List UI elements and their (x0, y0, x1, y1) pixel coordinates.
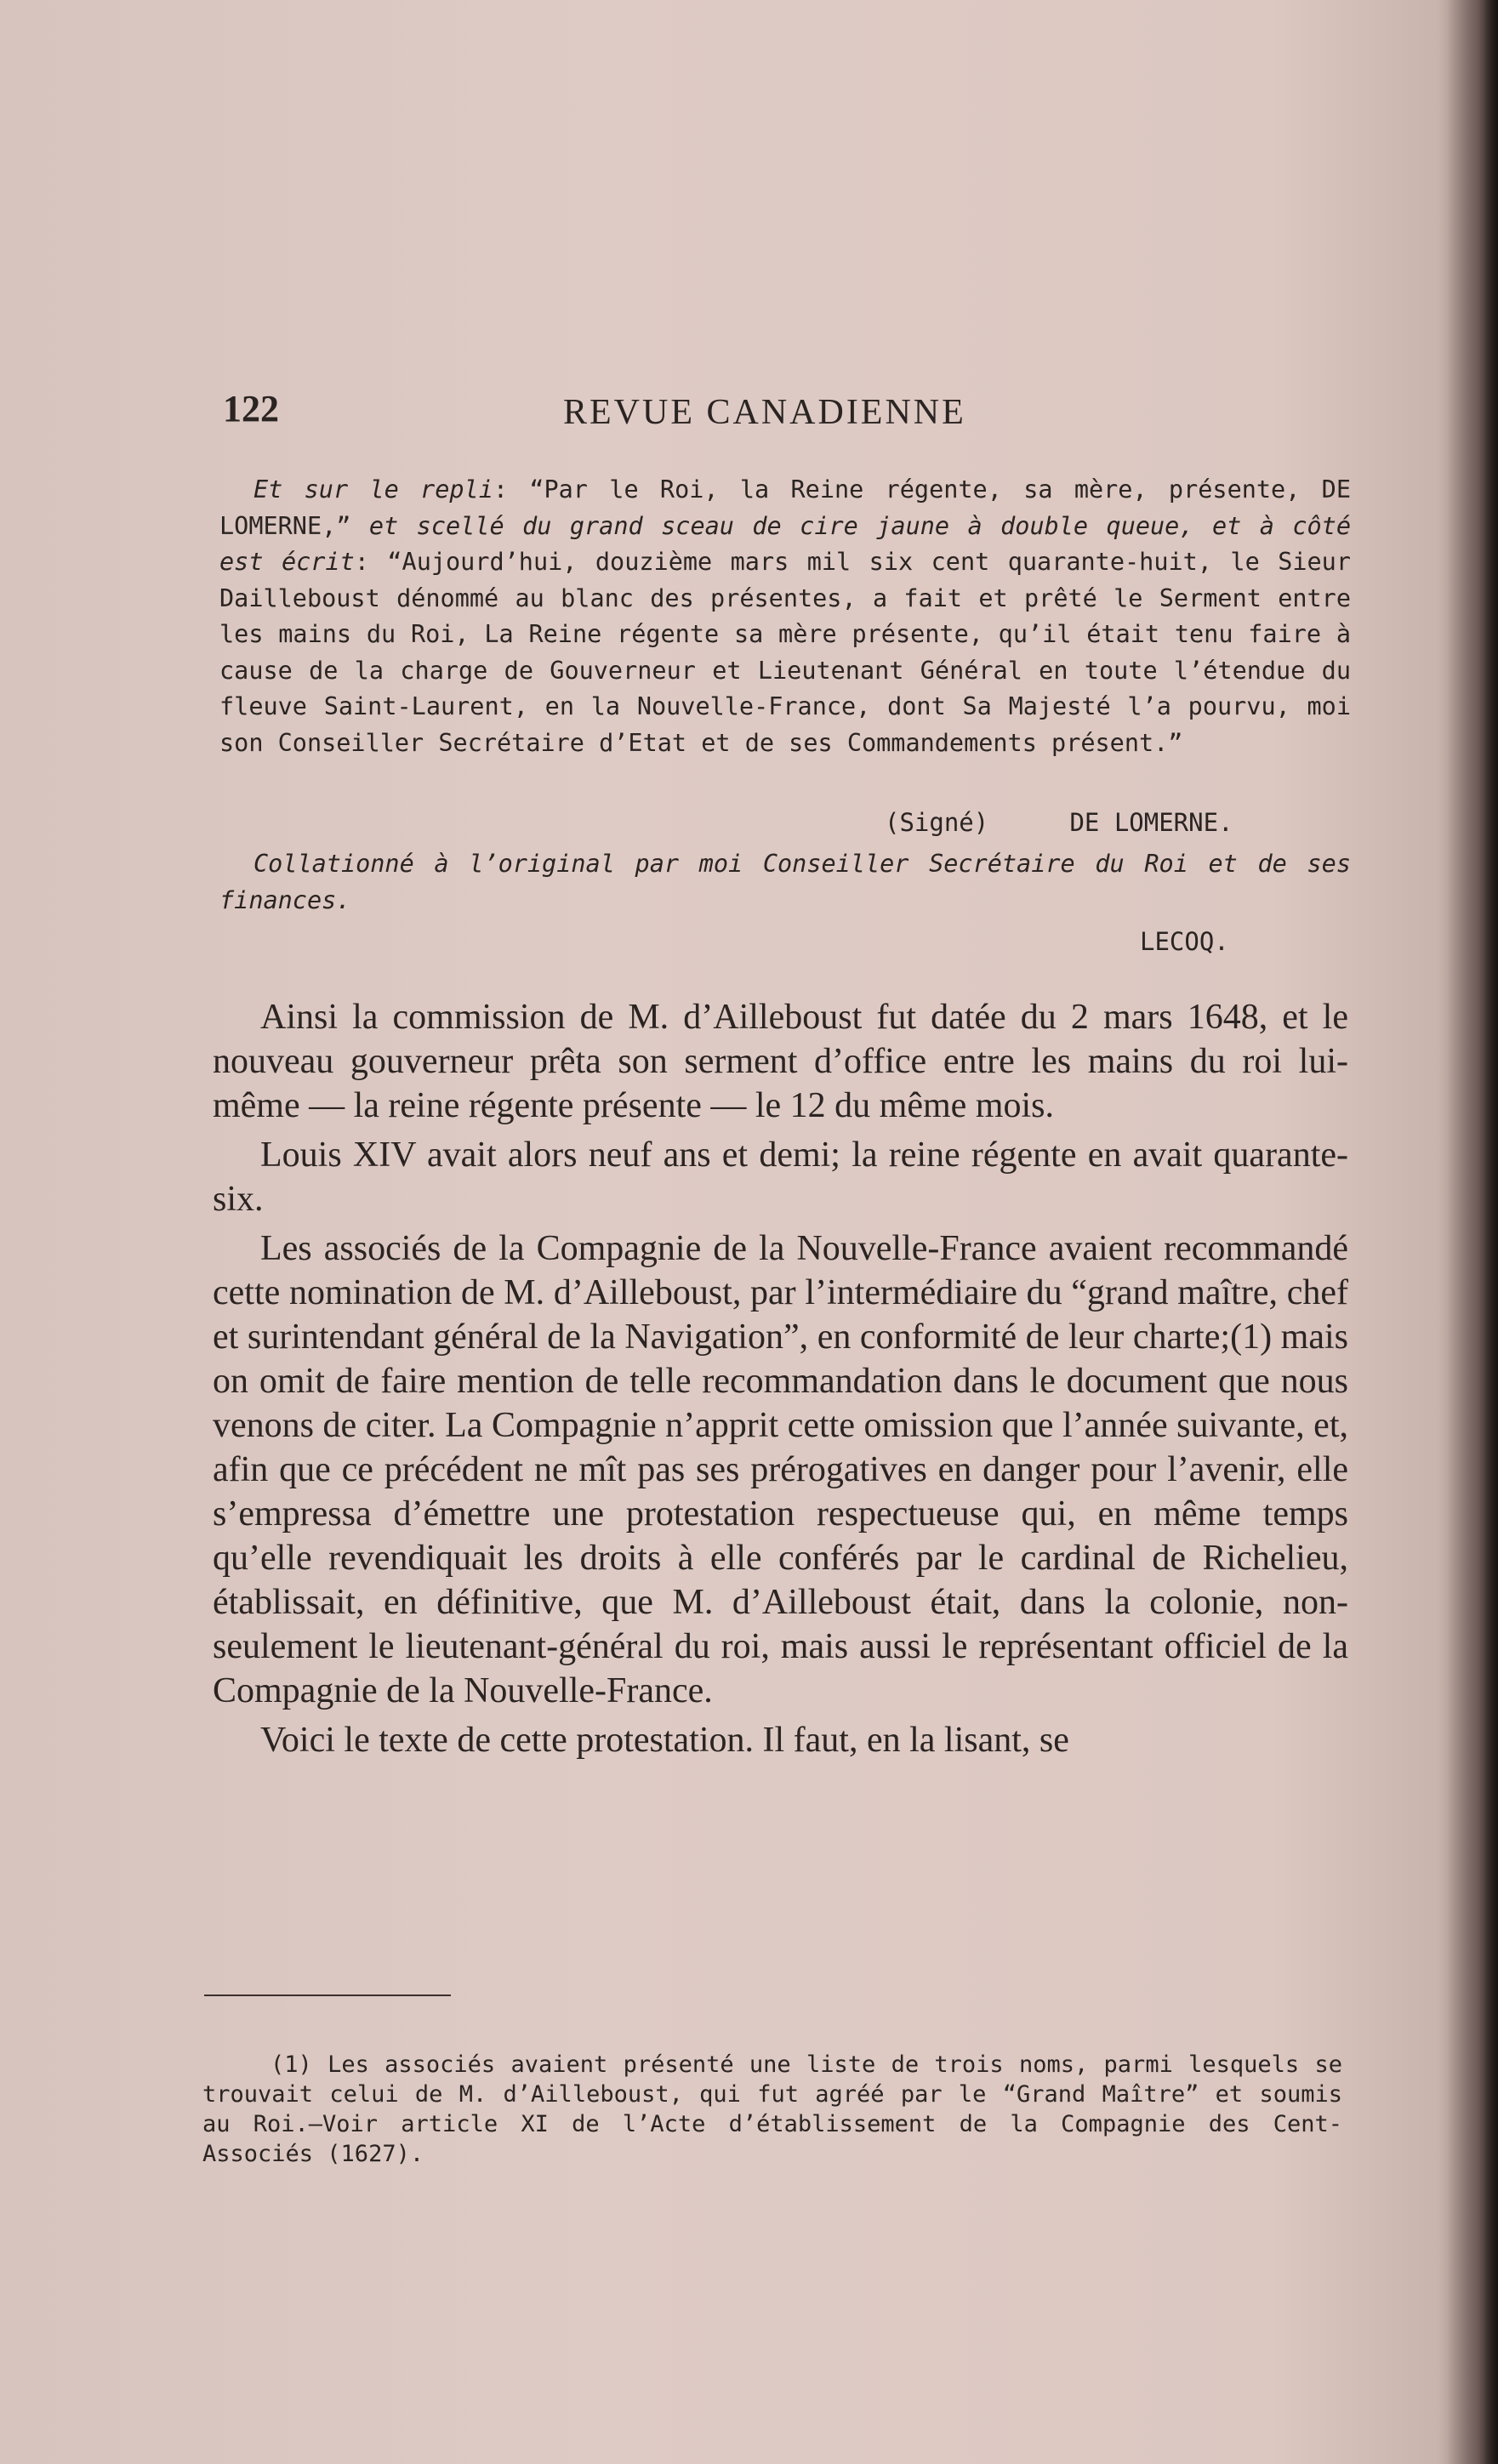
footnote (202, 2050, 1342, 2169)
repli-paragraph (219, 472, 1351, 761)
paragraph-4: Voici le texte de cette protestation. Il faut, en la lisant, se (260, 1721, 1069, 1760)
footnote-divider (204, 1995, 451, 1996)
oath-text: : “Aujourd’hui, douzième mars mil six cent quarante-huit, le Sieur Dailleboust dénommé au blanc des présentes, a fait et prêté le Serment entre les mains du Roi, La Reine régente sa mère présente, qu’il était tenu faire à cause de la charge de Gouverneur et Lieutenant Général en toute l’étendue du fleuve Saint-Laurent, en la Nouvelle-France, dont Sa Majesté l’a pourvu, moi son Conseiller Secrétaire d’Etat et de ses Commandements présent.” (219, 548, 1351, 757)
paragraph-3-part-a: Les associés de la Compagnie de la Nouvelle-France avaient recommandé cette nomination de M. d’Ailleboust, par l’intermédiaire du “grand maître, chef et surintendant général de la Navigation”, en conformité de leur charte; (213, 1229, 1348, 1357)
signature-line (885, 808, 1336, 837)
signed-name: DE LOMERNE. (1069, 808, 1233, 837)
collation-note: Collationné à l’original par moi Conseiller Secrétaire du Roi et de ses finances. (219, 850, 1351, 914)
running-title: REVUE CANADIENNE (563, 393, 966, 432)
body-text (213, 995, 1348, 1767)
paragraph-1: Ainsi la commission de M. d’Ailleboust fut datée du 2 mars 1648, et le nouveau gouverneur prêta son serment d’office entre les mains du roi lui-même — la reine régente présente — le 12 du même mois. (213, 998, 1348, 1125)
footnote-text: (1) Les associés avaient présenté une liste de trois noms, parmi lesquels se trouvait celui de M. d’Ailleboust, qui fut agréé par le “Grand Maître” et soumis au Roi.—Voir article XI de l’Acte d’établissement de la Compagnie des Cent-Associés (1627). (202, 2051, 1342, 2167)
footnote-reference[interactable]: (1) (1230, 1317, 1273, 1357)
signed-label: (Signé) (885, 808, 989, 837)
page-edge-shadow (1447, 0, 1498, 2464)
paragraph-3 (213, 1226, 1348, 1713)
page-number: 122 (223, 388, 279, 430)
sealed-lead: et scellé du grand sceau de cire jaune à double queue, et à côté est écrit (219, 511, 1351, 576)
repli-lead: Et sur le repli (253, 475, 493, 504)
lecoq-signature: LECOQ. (1140, 927, 1229, 956)
paragraph-2: Louis XIV avait alors neuf ans et demi; la reine régente en avait quarante-six. (213, 1135, 1348, 1219)
paragraph-3-part-b: mais on omit de faire mention de telle recommandation dans le document que nous venons de citer. La Compagnie n’apprit cette omission que l’année suivante, et, afin que ce précédent ne mît pas ses prérogatives en danger pour l’avenir, elle s’empressa d’émettre une protestation respectueuse qui, en même temps qu’elle revendiquait les droits à elle conférés par le cardinal de Richelieu, établissait, en définitive, que M. d’Ailleboust était, dans la colonie, non-seulement le lieutenant-général du roi, mais aussi le représentant officiel de la Compagnie de la Nouvelle-France. (213, 1317, 1348, 1710)
page-header (223, 387, 1354, 438)
repli-text: : “Par le Roi, la Reine régente, sa mère, présente, DE LOMERNE,” (219, 475, 1351, 540)
quoted-document (219, 472, 1351, 761)
